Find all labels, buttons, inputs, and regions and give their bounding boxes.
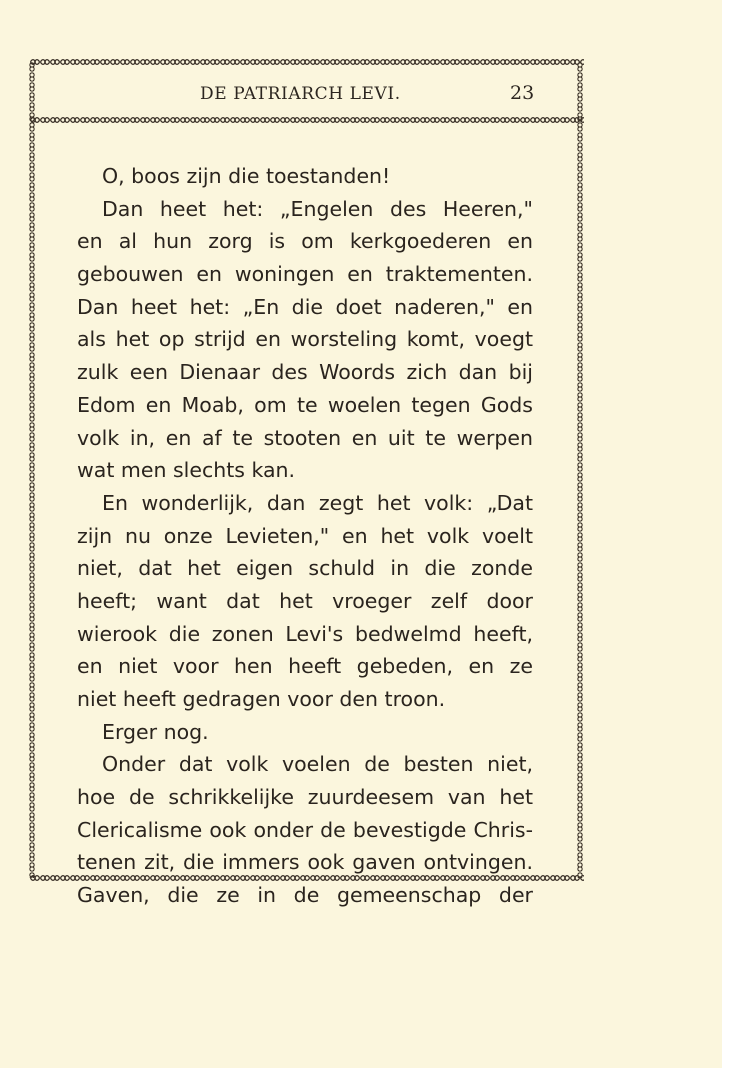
- text-line: gebouwen en woningen en traktementen.: [77, 262, 533, 287]
- ornament-border-right: [576, 62, 584, 878]
- text-line: O, boos zijn die toestanden!: [102, 164, 391, 188]
- text-line: Gaven, die ze in de gemeenschap der: [77, 883, 533, 908]
- text-line: zijn nu onze Levieten," en het volk voelt: [77, 523, 533, 548]
- text-line: tenen zit, die immers ook gaven ontvingen.: [77, 850, 533, 875]
- text-line: niet heeft gedragen voor den troon.: [77, 687, 446, 711]
- text-line: als het op strijd en worsteling komt, voegt: [77, 327, 533, 352]
- page-edge: [722, 0, 738, 1068]
- ornament-border-left: [28, 62, 36, 878]
- text-line: en niet voor hen heeft gebeden, en ze: [77, 654, 533, 679]
- text-line: Onder dat volk voelen de besten niet,: [102, 752, 533, 777]
- text-line: heeft; want dat het vroeger zelf door: [77, 588, 533, 613]
- text-line: niet, dat het eigen schuld in die zonde: [77, 556, 533, 581]
- running-header-title: DE PATRIARCH LEVI.: [200, 84, 401, 104]
- text-line: wierook die zonen Levi's bedwelmd heeft,: [77, 621, 533, 646]
- text-line: wat men slechts kan.: [77, 458, 296, 483]
- text-line: en al hun zorg is om kerkgoederen en: [77, 229, 533, 254]
- ornament-border-header: [30, 116, 584, 124]
- body-text: [77, 160, 533, 912]
- ornament-border-top: [30, 58, 584, 66]
- text-line: Edom en Moab, om te woelen tegen Gods: [77, 392, 533, 417]
- text-line: volk in, en af te stooten en uit te werpen: [77, 425, 533, 450]
- text-line: zulk een Dienaar des Woords zich dan bij: [77, 360, 533, 385]
- text-line: Clericalisme ook onder de bevestigde Chris-: [77, 817, 533, 842]
- text-line: Dan heet het: „En die doet naderen," en: [77, 294, 533, 319]
- text-line: Erger nog.: [102, 719, 209, 744]
- page-number: 23: [510, 82, 535, 104]
- text-line: hoe de schrikkelijke zuurdeesem van het: [77, 785, 533, 810]
- text-line: En wonderlijk, dan zegt het volk: „Dat: [102, 490, 533, 515]
- text-line: Dan heet het: „Engelen des Heeren,": [102, 196, 533, 221]
